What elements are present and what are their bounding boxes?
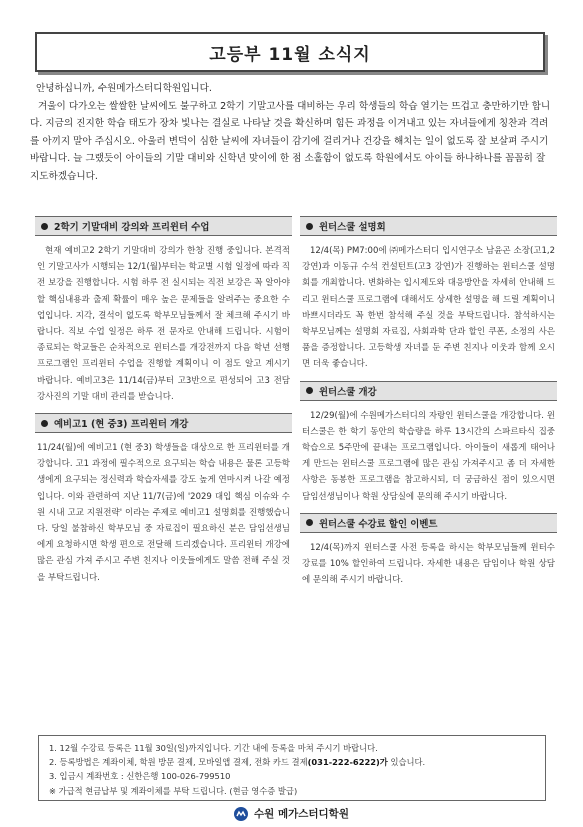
title-box [35, 32, 545, 72]
bullet-icon [306, 223, 313, 230]
section-body-winter-opening: 12/29(월)에 수원메가스터디의 자랑인 윈터스쿨을 개강합니다. 윈터스쿨은 한 학기 동안의 학습량을 하루 13시간의 스파르타식 집중 학습으로 5주만에 끝내는 프로그램입니다. 아이들이 새롭게 태어나게 만드는 윈터스쿨 프로그램에 많은 관심 가져주시고 좀 더 자세한 사항은 동봉한 프로그램을 참고하시되, 더 궁금하신 점이 있으시면 담임선생님이나 학원 상담실에 문의해 주시기 바랍니다. [302, 410, 555, 502]
megastudy-logo-icon [234, 807, 248, 821]
section-heading-label: 예비고1 (현 중3) 프리윈터 개강 [54, 419, 189, 431]
section-body-pre-winter: 11/24(월)에 예비고1 (현 중3) 학생들을 대상으로 한 프리윈터를 개강합니다. 고1 과정에 필수적으로 요구되는 학습 내용은 물론 고등학생에게 요구되는 정신력과 학습자세를 강도 높게 연마시켜 나갈 예정입니다. 이와 관련하여 지난 11/7(금)에 '2029 대입 핵심 이슈와 수원 시내 고교 지원전략' 이라는 주제로 예비고1 설명회를 진행했습니다. 당일 불참하신 학부모님 중 자료집이 필요하신 분은 담임선생님에게 요청하시면 학생 편으로 전달해 드리겠습니다. 프리윈터 개강에 많은 관심 가져 주시고 주변 친지나 이웃들에게도 말씀 전해 주실 것을 부탁드립니다. [37, 443, 290, 583]
section-body-winter-seminar: 12/4(목) PM7:00에 ㈜메가스터디 입시연구소 남윤곤 소장(고1,2 강연)과 이동규 수석 컨설턴트(고3 강연)가 진행하는 윈터스쿨 설명회를 개최합니다. 변화하는 입시제도와 대응방안을 자세히 안내해 드리고 윈터스쿨 프로그램에 대해서도 상세한 설명을 해 드릴 계획이니 바쁘시더라도 꼭 한번 참석해 주실 것을 부탁드립니다. 참석하시는 학부모님께는 설명회 자료집, 사회과학 단과 할인 쿠폰, 소정의 사은품을 증정합니다. 고등학생 자녀를 둔 주변 친지나 이웃과 함께 오시면 더욱 좋습니다. [302, 246, 555, 370]
notice-text: 2. 등록방법은 계좌이체, 학원 방문 결제, 모바일앱 결제, 전화 카드 결제 [49, 757, 308, 768]
section-heading-label: 윈터스쿨 수강료 할인 이벤트 [319, 518, 438, 530]
section-heading-exam-prep [35, 216, 292, 236]
notice-item: 3. 입금시 계좌번호 : 신한은행 100-026-799510 [49, 771, 231, 782]
bullet-icon [41, 420, 48, 427]
section-heading-discount-event [300, 513, 557, 533]
notice-item: 1. 12월 수강료 등록은 11월 30일(일)까지입니다. 기간 내에 등록을 마쳐 주시기 바랍니다. [49, 743, 378, 753]
section-heading-winter-seminar [300, 216, 557, 236]
intro-paragraph [30, 80, 555, 186]
page-title: 고등부 11월 소식지 [209, 44, 371, 65]
bullet-icon [306, 387, 313, 394]
academy-name: 수원 메가스터디학원 [254, 808, 349, 820]
notice-text: 있습니다. [387, 757, 426, 768]
bullet-icon [41, 223, 48, 230]
notice-item: ※ 가급적 현금납부 및 계좌이체를 부탁 드립니다. (현금 영수증 발급) [49, 785, 298, 796]
footer [0, 806, 583, 821]
section-heading-pre-winter [35, 413, 292, 433]
section-heading-label: 2학기 기말대비 강의와 프리윈터 수업 [54, 222, 210, 233]
intro-greeting: 안녕하십니까, 수원메가스터디학원입니다. [36, 83, 212, 94]
section-heading-label: 윈터스쿨 개강 [319, 386, 377, 398]
intro-body: 겨울이 다가오는 쌀쌀한 날씨에도 불구하고 2학기 기말고사를 대비하는 우리 학생들의 학습 열기는 뜨겁고 충만하기만 합니다. 지금의 진지한 학습 태도가 장차 빛나는 결실로 나타날 것을 확신하며 힘든 과정을 이겨내고 있는 자녀들에게 칭찬과 격려를 아끼지 말아 주십시오. 아울러 변덕이 심한 날씨에 자녀들이 감기에 걸리거나 건강을 해치는 일이 없도록 잘 보살펴 주시기 바랍니다. 늘 그랬듯이 아이들의 기말 대비와 신학년 맞이에 한 점 소홀함이 없도록 학원에서도 아이들 하나하나를 꼼꼼히 잘 지도하겠습니다. [30, 100, 551, 182]
section-body-discount-event: 12/4(목)까지 윈터스쿨 사전 등록을 하시는 학부모님들께 윈터수강료를 10% 할인하여 드립니다. 자세한 내용은 담임이나 학원 상담에 문의해 주시기 바랍니다. [302, 542, 555, 586]
notice-item [49, 755, 535, 769]
section-body-exam-prep: 현재 예비고2 2학기 기말대비 강의가 한창 진행 중입니다. 본격적인 기말고사가 시행되는 12/1(월)부터는 학교별 시험 일정에 따라 직전 보강을 진행합니다. 시험 하루 전 실시되는 직전 보강은 꼭 알아야 할 핵심내용과 출제 확률이 매우 높은 문제들을 알려주는 중요한 수업입니다. 지각, 결석이 없도록 학부모님들께서 잘 체크해 주시기 바랍니다. 직보 수업 일정은 하루 전 문자로 안내해 드립니다. 시험이 종료되는 학교들은 순차적으로 윈터스를 개강전까지 다음 학년 선행 프로그램인 프리윈터 수업을 진행할 계획이니 이 점도 알고 계시기 바랍니다. 예비고3은 11/14(금)부터 고3반으로 편성되어 고3 전담 강사진의 기말 대비 관리를 받습니다. [37, 246, 290, 402]
bullet-icon [306, 519, 313, 526]
right-column [300, 216, 557, 596]
section-heading-winter-opening [300, 381, 557, 401]
left-column [35, 216, 292, 594]
phone-number: (031-222-6222)가 [307, 757, 388, 768]
notice-box [38, 735, 546, 801]
section-heading-label: 윈터스쿨 설명회 [319, 222, 386, 233]
